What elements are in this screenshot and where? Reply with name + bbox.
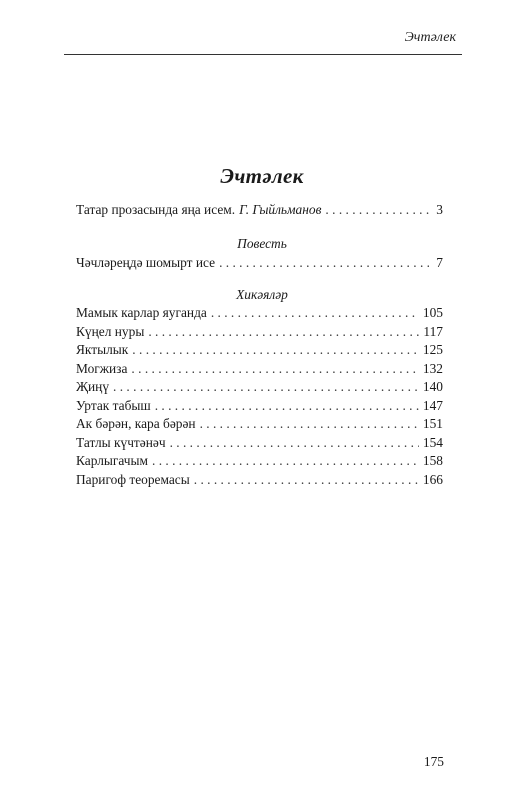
toc-entry-title: Яктылык [76,342,129,357]
toc-entry-intro[interactable] [76,201,443,220]
leader-dots [170,434,419,453]
toc-entry-page: 147 [422,397,443,413]
toc-entry-title: Ак бәрән, кара бәрән [76,416,196,431]
leader-dots [148,323,419,342]
toc-section-povest [76,254,443,273]
leader-dots [211,304,419,323]
leader-dots [132,341,419,360]
toc-entry-page: 132 [422,360,443,376]
toc-entry[interactable] [76,254,443,273]
toc-entry[interactable] [76,434,443,453]
toc-entry-title: Могжиза [76,360,128,376]
toc-entry[interactable] [76,341,443,360]
toc-entry-page: 117 [423,323,443,339]
toc-entry-title: Татлы күчтәнәч [76,434,166,450]
leader-dots [152,452,419,471]
leader-dots [131,360,418,379]
toc-entry-author: Г. Гыйльманов [239,202,322,217]
toc-entry[interactable] [76,471,443,490]
toc-entry-title: Паригоф теоремасы [76,471,190,487]
toc-entry[interactable] [76,304,443,323]
toc-entry-page: 7 [436,255,443,270]
toc-entry-page: 154 [422,434,443,450]
toc-entry-page: 140 [422,379,443,394]
toc-entry[interactable] [76,452,443,471]
page-title: Эчтәлек [220,164,304,188]
section-heading-povest: Повесть [237,236,287,251]
page-number: 175 [423,754,444,769]
toc-entry-page: 158 [422,453,443,468]
toc-entry-title: Уртак табыш [76,397,151,413]
leader-dots [325,201,429,220]
toc-entry-page: 105 [422,305,443,320]
toc-entry-title: Күңел нуры [76,323,145,339]
leader-dots [155,397,419,416]
leader-dots [194,471,419,490]
toc-entry-page: 125 [422,342,443,357]
toc-section-hikayalar [76,304,443,489]
leader-dots [113,378,419,397]
toc-entry-page: 3 [436,202,443,217]
toc-entry-title: Мамык карлар яуганда [76,305,207,320]
toc-entry-page: 151 [422,416,443,431]
leader-dots [200,415,419,434]
toc-entry-title: Татар прозасында яңа исем. [76,202,236,217]
running-header: Эчтәлек [404,30,456,45]
toc-intro [76,201,443,220]
toc-entry-title: Җиңү [76,379,110,394]
toc-entry[interactable] [76,415,443,434]
toc-entry-page: 166 [422,471,443,487]
leader-dots [219,254,429,273]
toc-entry-title: Чәчләреңдә шомырт исе [76,255,216,270]
toc-entry-title: Карлыгачым [76,453,149,468]
toc-entry[interactable] [76,378,443,397]
header-rule [64,54,462,55]
toc-entry[interactable] [76,323,443,342]
toc-entry[interactable] [76,397,443,416]
section-heading-hikayalar: Хикәяләр [236,287,288,302]
toc-entry[interactable] [76,360,443,379]
